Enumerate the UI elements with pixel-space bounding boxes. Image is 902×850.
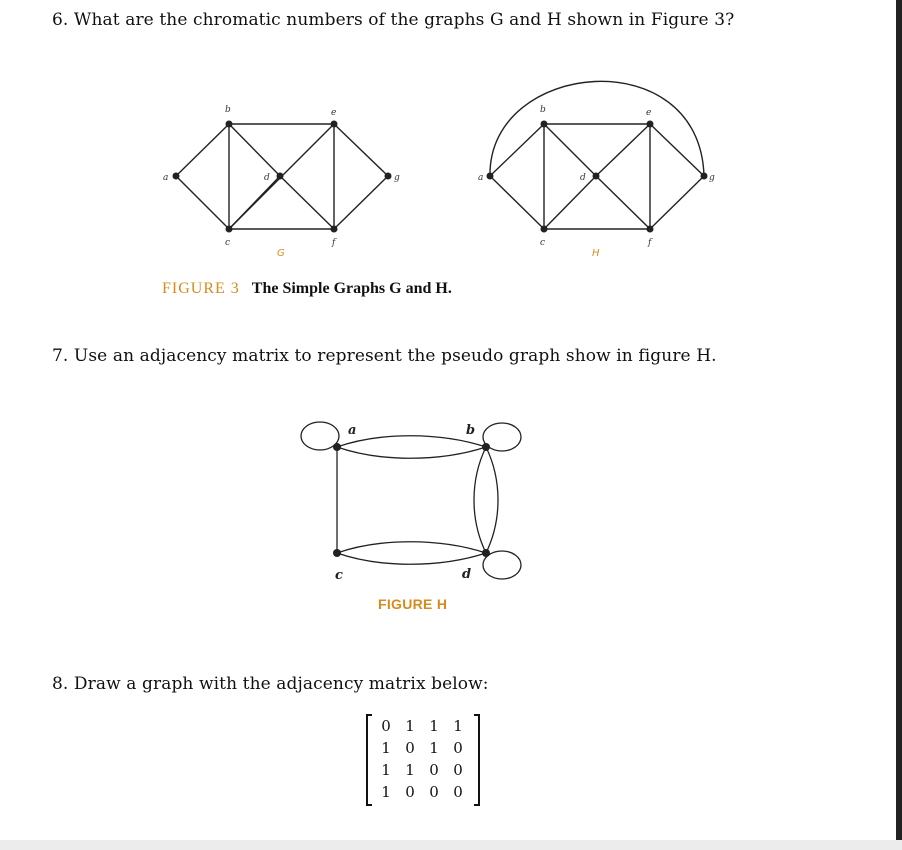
graph-h-name: H bbox=[592, 248, 600, 259]
matrix-row bbox=[374, 781, 470, 803]
graph-h-vertices bbox=[487, 121, 708, 233]
matrix-cell: 0 bbox=[405, 783, 415, 801]
edge-g-bf bbox=[280, 176, 334, 229]
matrix-row bbox=[374, 759, 470, 781]
edge-g-bd bbox=[229, 124, 280, 176]
vertex-g-a bbox=[173, 173, 180, 180]
matrix-right-bracket bbox=[474, 714, 480, 806]
label-fh-a: a bbox=[348, 423, 357, 438]
label-fh-b: b bbox=[466, 423, 476, 438]
figure-h-caption: FIGURE H bbox=[378, 596, 448, 612]
label-h-a: a bbox=[478, 173, 484, 183]
matrix-cell: 1 bbox=[453, 717, 463, 735]
label-g-f: f bbox=[332, 238, 336, 248]
edge-h-ac bbox=[490, 176, 544, 229]
matrix-cell: 0 bbox=[453, 783, 463, 801]
matrix-cell: 1 bbox=[381, 783, 391, 801]
graph-g-name: G bbox=[277, 248, 285, 259]
graph-h-labels bbox=[478, 105, 715, 259]
label-g-g: g bbox=[394, 173, 400, 183]
edge-cd-1 bbox=[337, 542, 486, 553]
figure-3-title: The Simple Graphs G and H. bbox=[251, 280, 452, 297]
label-h-g: g bbox=[709, 173, 715, 183]
matrix-cell: 0 bbox=[453, 761, 463, 779]
label-h-c: c bbox=[540, 238, 546, 248]
vertex-fh-d bbox=[482, 549, 490, 557]
label-g-d: d bbox=[264, 173, 270, 183]
matrix-cell: 0 bbox=[381, 717, 391, 735]
label-h-b: b bbox=[540, 105, 546, 115]
edge-g-ab bbox=[176, 124, 229, 176]
edge-ab-2 bbox=[337, 447, 486, 458]
edge-cd-2 bbox=[337, 553, 486, 564]
vertex-g-e bbox=[331, 121, 338, 128]
question-8: 8. Draw a graph with the adjacency matrix below: bbox=[52, 674, 489, 694]
vertex-g-f bbox=[331, 226, 338, 233]
edge-bd-2 bbox=[486, 447, 498, 553]
matrix-cell: 1 bbox=[429, 717, 439, 735]
matrix-cell: 1 bbox=[381, 739, 391, 757]
vertex-g-d bbox=[277, 173, 284, 180]
graph-h bbox=[490, 81, 704, 229]
matrix-row bbox=[374, 737, 470, 759]
vertex-h-c bbox=[541, 226, 548, 233]
figure-3-label: FIGURE 3 bbox=[162, 280, 240, 297]
label-h-d: d bbox=[580, 173, 586, 183]
graph-g-vertices bbox=[173, 121, 392, 233]
vertex-g-b bbox=[226, 121, 233, 128]
edge-g-fg bbox=[334, 176, 388, 229]
vertex-g-g bbox=[385, 173, 392, 180]
label-h-e: e bbox=[646, 108, 652, 118]
figure-3-caption bbox=[162, 280, 452, 298]
vertex-h-a bbox=[487, 173, 494, 180]
label-g-b: b bbox=[225, 105, 231, 115]
vertex-h-f bbox=[647, 226, 654, 233]
vertex-h-b bbox=[541, 121, 548, 128]
edge-bd-1 bbox=[474, 447, 486, 553]
question-7: 7. Use an adjacency matrix to represent the pseudo graph show in figure H. bbox=[52, 346, 717, 366]
edge-g-eg bbox=[334, 124, 388, 176]
matrix-table bbox=[374, 715, 470, 803]
label-fh-c: c bbox=[335, 568, 343, 583]
matrix-cell: 1 bbox=[429, 739, 439, 757]
matrix-cell: 0 bbox=[405, 739, 415, 757]
edge-h-cd bbox=[544, 176, 596, 229]
edge-h-de bbox=[596, 124, 650, 176]
matrix-cell: 0 bbox=[429, 783, 439, 801]
page-right-border bbox=[896, 0, 902, 840]
label-g-e: e bbox=[331, 108, 337, 118]
matrix-left-bracket bbox=[366, 714, 372, 806]
matrix-cell: 0 bbox=[453, 739, 463, 757]
matrix-row bbox=[374, 715, 470, 737]
edge-g-ac bbox=[176, 176, 229, 229]
edge-h-ag bbox=[490, 81, 704, 176]
edge-ab-1 bbox=[337, 436, 486, 447]
edge-h-eg bbox=[650, 124, 704, 176]
vertex-fh-b bbox=[482, 443, 490, 451]
graph-g-labels bbox=[163, 105, 400, 259]
label-fh-d: d bbox=[462, 567, 472, 582]
edge-h-ab bbox=[490, 124, 544, 176]
edge-h-fg bbox=[650, 176, 704, 229]
edge-h-bd bbox=[544, 124, 596, 176]
label-h-f: f bbox=[648, 238, 652, 248]
vertex-h-d bbox=[593, 173, 600, 180]
vertex-fh-c bbox=[333, 549, 341, 557]
matrix-cell: 0 bbox=[429, 761, 439, 779]
vertex-h-g bbox=[701, 173, 708, 180]
vertex-h-e bbox=[647, 121, 654, 128]
vertex-fh-a bbox=[333, 443, 341, 451]
vertex-g-c bbox=[226, 226, 233, 233]
page-bottom-strip bbox=[0, 840, 902, 850]
matrix-cell: 1 bbox=[405, 761, 415, 779]
question-6: 6. What are the chromatic numbers of the graphs G and H shown in Figure 3? bbox=[52, 10, 735, 30]
edge-h-df bbox=[596, 176, 650, 229]
figure-h-vertices bbox=[333, 443, 490, 557]
matrix-cell: 1 bbox=[405, 717, 415, 735]
adjacency-matrix bbox=[366, 714, 480, 806]
matrix-cell: 1 bbox=[381, 761, 391, 779]
label-g-a: a bbox=[163, 173, 169, 183]
label-g-c: c bbox=[225, 238, 231, 248]
